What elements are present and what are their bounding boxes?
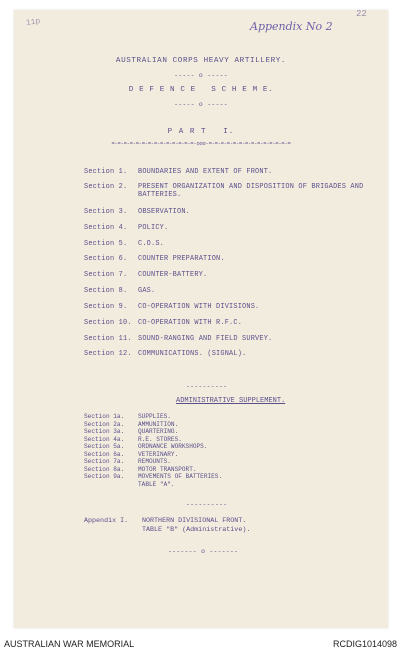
admin-title: MOTOR TRANSPORT. (138, 465, 197, 473)
admin-number: Section 1a. (84, 413, 125, 420)
section-number: Section 4. (84, 224, 128, 232)
admin-title: R.E. STORES. (138, 435, 182, 443)
section-title: SOUND-RANGING AND FIELD SURVEY. (138, 335, 273, 343)
section-row (84, 183, 383, 199)
section-row (84, 224, 383, 232)
admin-title: ORDNANCE WORKSHOPS. (138, 443, 208, 450)
section-row (84, 255, 383, 263)
admin-number: Section 8a. (84, 465, 125, 473)
section-row (84, 168, 383, 176)
appendix-stamp: Appendix No 2 (250, 20, 333, 33)
section-number: Section 11. (84, 335, 132, 343)
section-title: COUNTER-BATTERY. (138, 271, 208, 279)
admin-title: SUPPLIES. (138, 413, 171, 420)
section-title: OBSERVATION. (138, 208, 191, 216)
section-number: Section 12. (84, 350, 132, 358)
page-number: 22 (356, 9, 367, 19)
section-row (84, 319, 383, 327)
admin-heading: ADMINISTRATIVE SUPPLEMENT. (176, 397, 286, 405)
admin-number: Section 5a. (84, 443, 125, 450)
admin-number: Section 4a. (84, 435, 125, 443)
section-number: Section 9. (84, 303, 128, 311)
appendix-row (84, 517, 246, 525)
admin-number: Section 2a. (84, 420, 125, 428)
document-title: AUSTRALIAN CORPS HEAVY ARTILLERY. (115, 57, 287, 65)
closing-separator: ------- o ------- (168, 548, 239, 555)
admin-row (84, 436, 182, 444)
section-title: CO-OPERATION WITH DIVISIONS. (138, 303, 260, 311)
admin-row (84, 473, 222, 481)
section-number: Section 6. (84, 255, 128, 263)
section-title: C.O.S. (138, 240, 165, 248)
section-title: POLICY. (138, 224, 169, 232)
admin-table-a: TABLE "A". (138, 480, 175, 488)
section-number: Section 10. (84, 319, 132, 327)
admin-title: VETERINARY. (138, 450, 179, 458)
section-row (84, 240, 383, 248)
part-rule: =-=-=-=-=-=-=-=-=-=-=-=-=-=-ooo-=-=-=-=-=-=-=-=-=-=-=-=-=-= (111, 141, 291, 147)
footer-credit: AUSTRALIAN WAR MEMORIAL (4, 639, 135, 649)
admin-row (84, 451, 178, 459)
document-page (14, 10, 388, 628)
section-title: BOUNDARIES AND EXTENT OF FRONT. (138, 168, 273, 176)
admin-row (84, 466, 197, 474)
admin-separator-mid: ---------- (186, 501, 228, 508)
admin-title: QUARTERING. (138, 428, 179, 435)
admin-title: AMMUNITION. (138, 420, 179, 428)
part-heading: P A R T I. (167, 128, 235, 136)
appendix-table: TABLE "B" (Administrative). (142, 526, 251, 534)
section-title: COUNTER PREPARATION. (138, 255, 225, 263)
section-row (84, 271, 383, 279)
section-row (84, 303, 383, 311)
admin-row (84, 458, 171, 466)
admin-number: Section 7a. (84, 458, 125, 465)
appendix-number: Appendix I. (84, 517, 129, 525)
admin-number: Section 9a. (84, 473, 125, 480)
corner-folio-number: 11p (25, 17, 41, 28)
section-row (84, 287, 383, 295)
section-number: Section 3. (84, 208, 128, 216)
section-number: Section 8. (84, 287, 128, 295)
section-number: Section 2. (84, 183, 128, 191)
footer-catalogue-id: RCDIG1014098 (332, 639, 397, 649)
section-title: PRESENT ORGANIZATION AND DISPOSITION OF BRIGADES AND BATTERIES. (138, 183, 364, 199)
admin-row (84, 443, 207, 451)
admin-row (84, 428, 178, 436)
admin-number: Section 3a. (84, 428, 125, 435)
admin-row (84, 413, 171, 421)
appendix-title: NORTHERN DIVISIONAL FRONT. (142, 517, 247, 525)
admin-number: Section 6a. (84, 450, 125, 458)
section-number: Section 1. (84, 168, 128, 176)
title-separator: ----- o ----- (174, 72, 228, 79)
subtitle-separator: ----- o ----- (174, 101, 228, 108)
admin-separator-top: ---------- (186, 383, 228, 390)
section-number: Section 5. (84, 240, 128, 248)
section-title: GAS. (138, 287, 156, 295)
admin-title: MOVEMENTS OF BATTERIES. (138, 473, 223, 480)
section-title: CO-OPERATION WITH R.F.C. (138, 319, 243, 327)
section-title: COMMUNICATIONS. (SIGNAL). (138, 350, 247, 358)
document-subtitle: D E F E N C E S C H E M E. (128, 86, 274, 94)
section-row (84, 350, 383, 358)
section-row (84, 335, 383, 343)
section-row (84, 208, 383, 216)
admin-title: REMOUNTS. (138, 458, 171, 465)
section-number: Section 7. (84, 271, 128, 279)
admin-row (84, 421, 178, 429)
